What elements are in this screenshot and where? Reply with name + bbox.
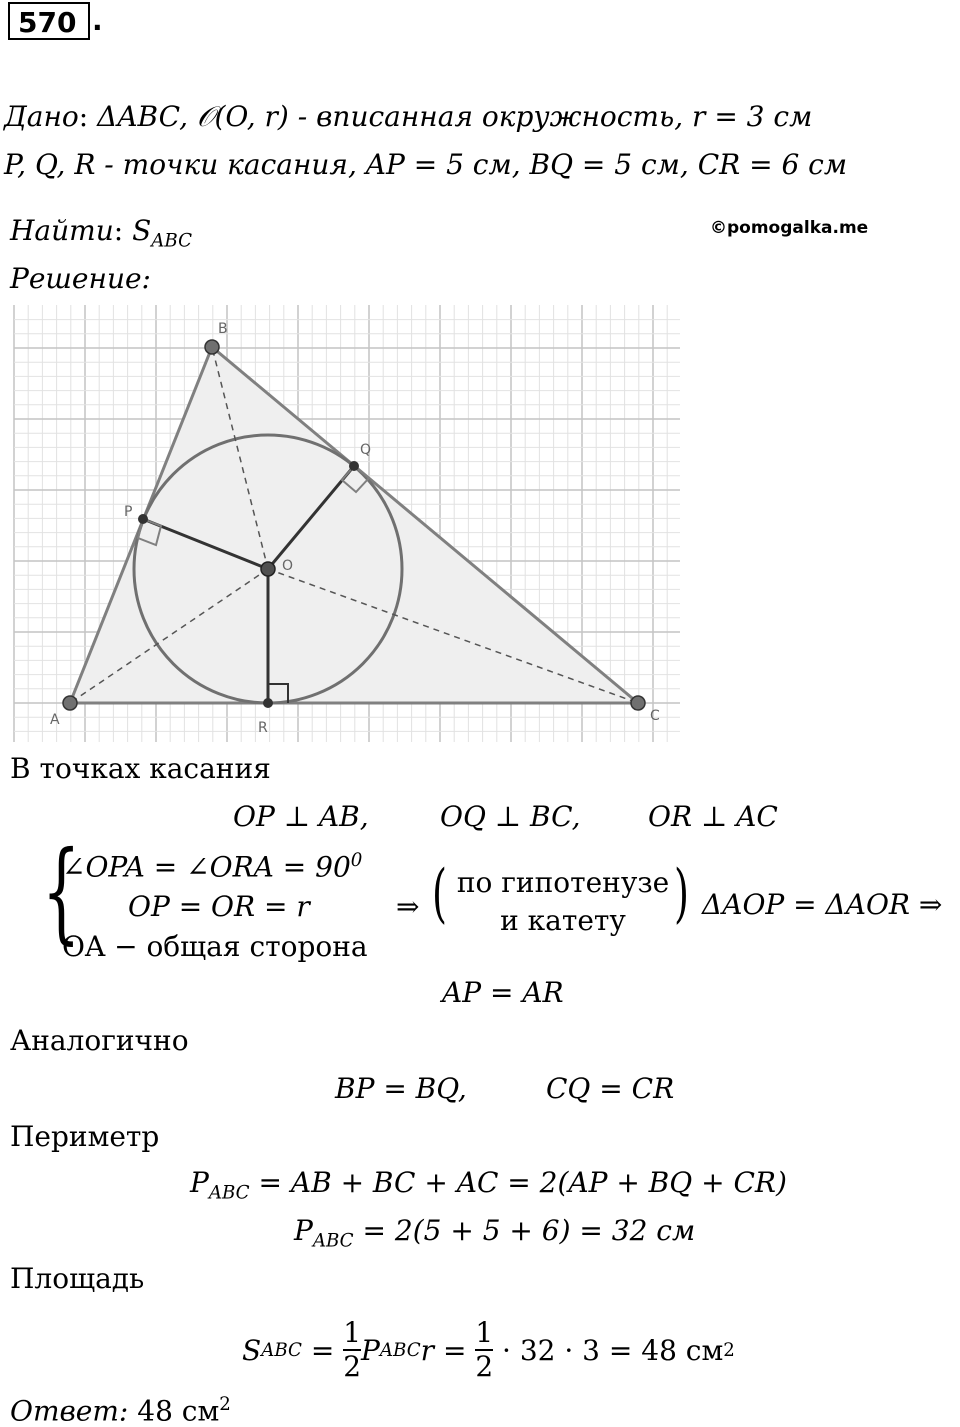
system-line-3: OA − общая сторона (62, 930, 368, 963)
system-line-1: ∠OPA = ∠ORA = $90^0$ (62, 850, 363, 884)
perimeter-value: $P_{ABC} = 2(5 + 5 + 6) = 32$ см (294, 1214, 696, 1252)
label-c: C (650, 708, 660, 724)
area-label: Площадь (10, 1262, 145, 1295)
perimeter-label: Периметр (10, 1120, 160, 1153)
bp-equals-bq: BP = BQ, (335, 1072, 467, 1105)
cq-equals-cr: CQ = CR (546, 1072, 675, 1105)
solution-label: Решение: (10, 262, 151, 295)
fraction-2: $\frac{1}{2}$ (475, 1315, 494, 1383)
point-q (349, 461, 359, 471)
find-target: S (132, 214, 152, 247)
watermark: ©pomogalka.me (710, 218, 869, 238)
triangle-figure (0, 300, 700, 745)
tangent-intro: В точках касания (10, 752, 271, 785)
congruence: ΔAOP = ΔAOR ⇒ (702, 888, 943, 921)
perimeter-formula: $P_{ABC}$ = AB + BC + AC = 2(AP + BQ + CR) (190, 1166, 787, 1204)
perp-oq: OQ ⊥ BC, (440, 800, 581, 833)
answer-value: 48 см (137, 1394, 220, 1427)
answer-line: Ответ: 48 $см^2$ (10, 1394, 231, 1427)
given-line-1: Дано: ΔABC, 𝒪(O, r) - вписанная окружность, r = 3 см (4, 100, 813, 133)
point-b (205, 340, 219, 354)
system-line-2: OP = OR = r (128, 890, 310, 923)
find-line: Найти: $S_{ABC}$ (10, 214, 193, 252)
reason-line-1: по гипотенузе (456, 866, 670, 899)
perp-op: OP ⊥ AB, (233, 800, 369, 833)
label-o: O (282, 558, 294, 574)
label-p: P (124, 504, 133, 520)
answer-label: Ответ: (10, 1394, 129, 1427)
given-text-1: ΔABC, 𝒪(O, r) - вписанная окружность, r = 3 см (97, 100, 813, 133)
area-formula: S ABC = $\frac{1}{2}$ P ABC r = $\frac{1}{2}$ · 32 · 3 = 48 см 2 (242, 1315, 735, 1383)
arrow-1: ⇒ (396, 890, 420, 923)
reason-line-2: и катету (500, 904, 626, 937)
given-line-2: P, Q, R - точки касания, AP = 5 см, BQ = 5 см, CR = 6 см (4, 148, 848, 181)
problem-number: 570 (8, 2, 90, 40)
point-p (138, 514, 148, 524)
given-label: Дано (4, 100, 79, 133)
problem-number-dot: . (92, 4, 103, 37)
point-a (63, 696, 77, 710)
label-q: Q (360, 442, 372, 458)
fraction-1: $\frac{1}{2}$ (343, 1315, 362, 1383)
point-c (631, 696, 645, 710)
similarly-label: Аналогично (10, 1024, 189, 1057)
point-o (261, 562, 275, 576)
system-brace: { (42, 827, 81, 955)
ap-equals-ar: AP = AR (442, 976, 564, 1009)
point-r (263, 698, 273, 708)
label-b: B (218, 321, 228, 337)
find-sub: ABC (151, 230, 193, 252)
perp-or: OR ⊥ AC (648, 800, 778, 833)
left-paren: ( (432, 857, 447, 931)
label-r: R (258, 720, 268, 736)
find-label: Найти (10, 214, 114, 247)
right-paren: ) (674, 857, 689, 931)
label-a: A (50, 712, 60, 728)
